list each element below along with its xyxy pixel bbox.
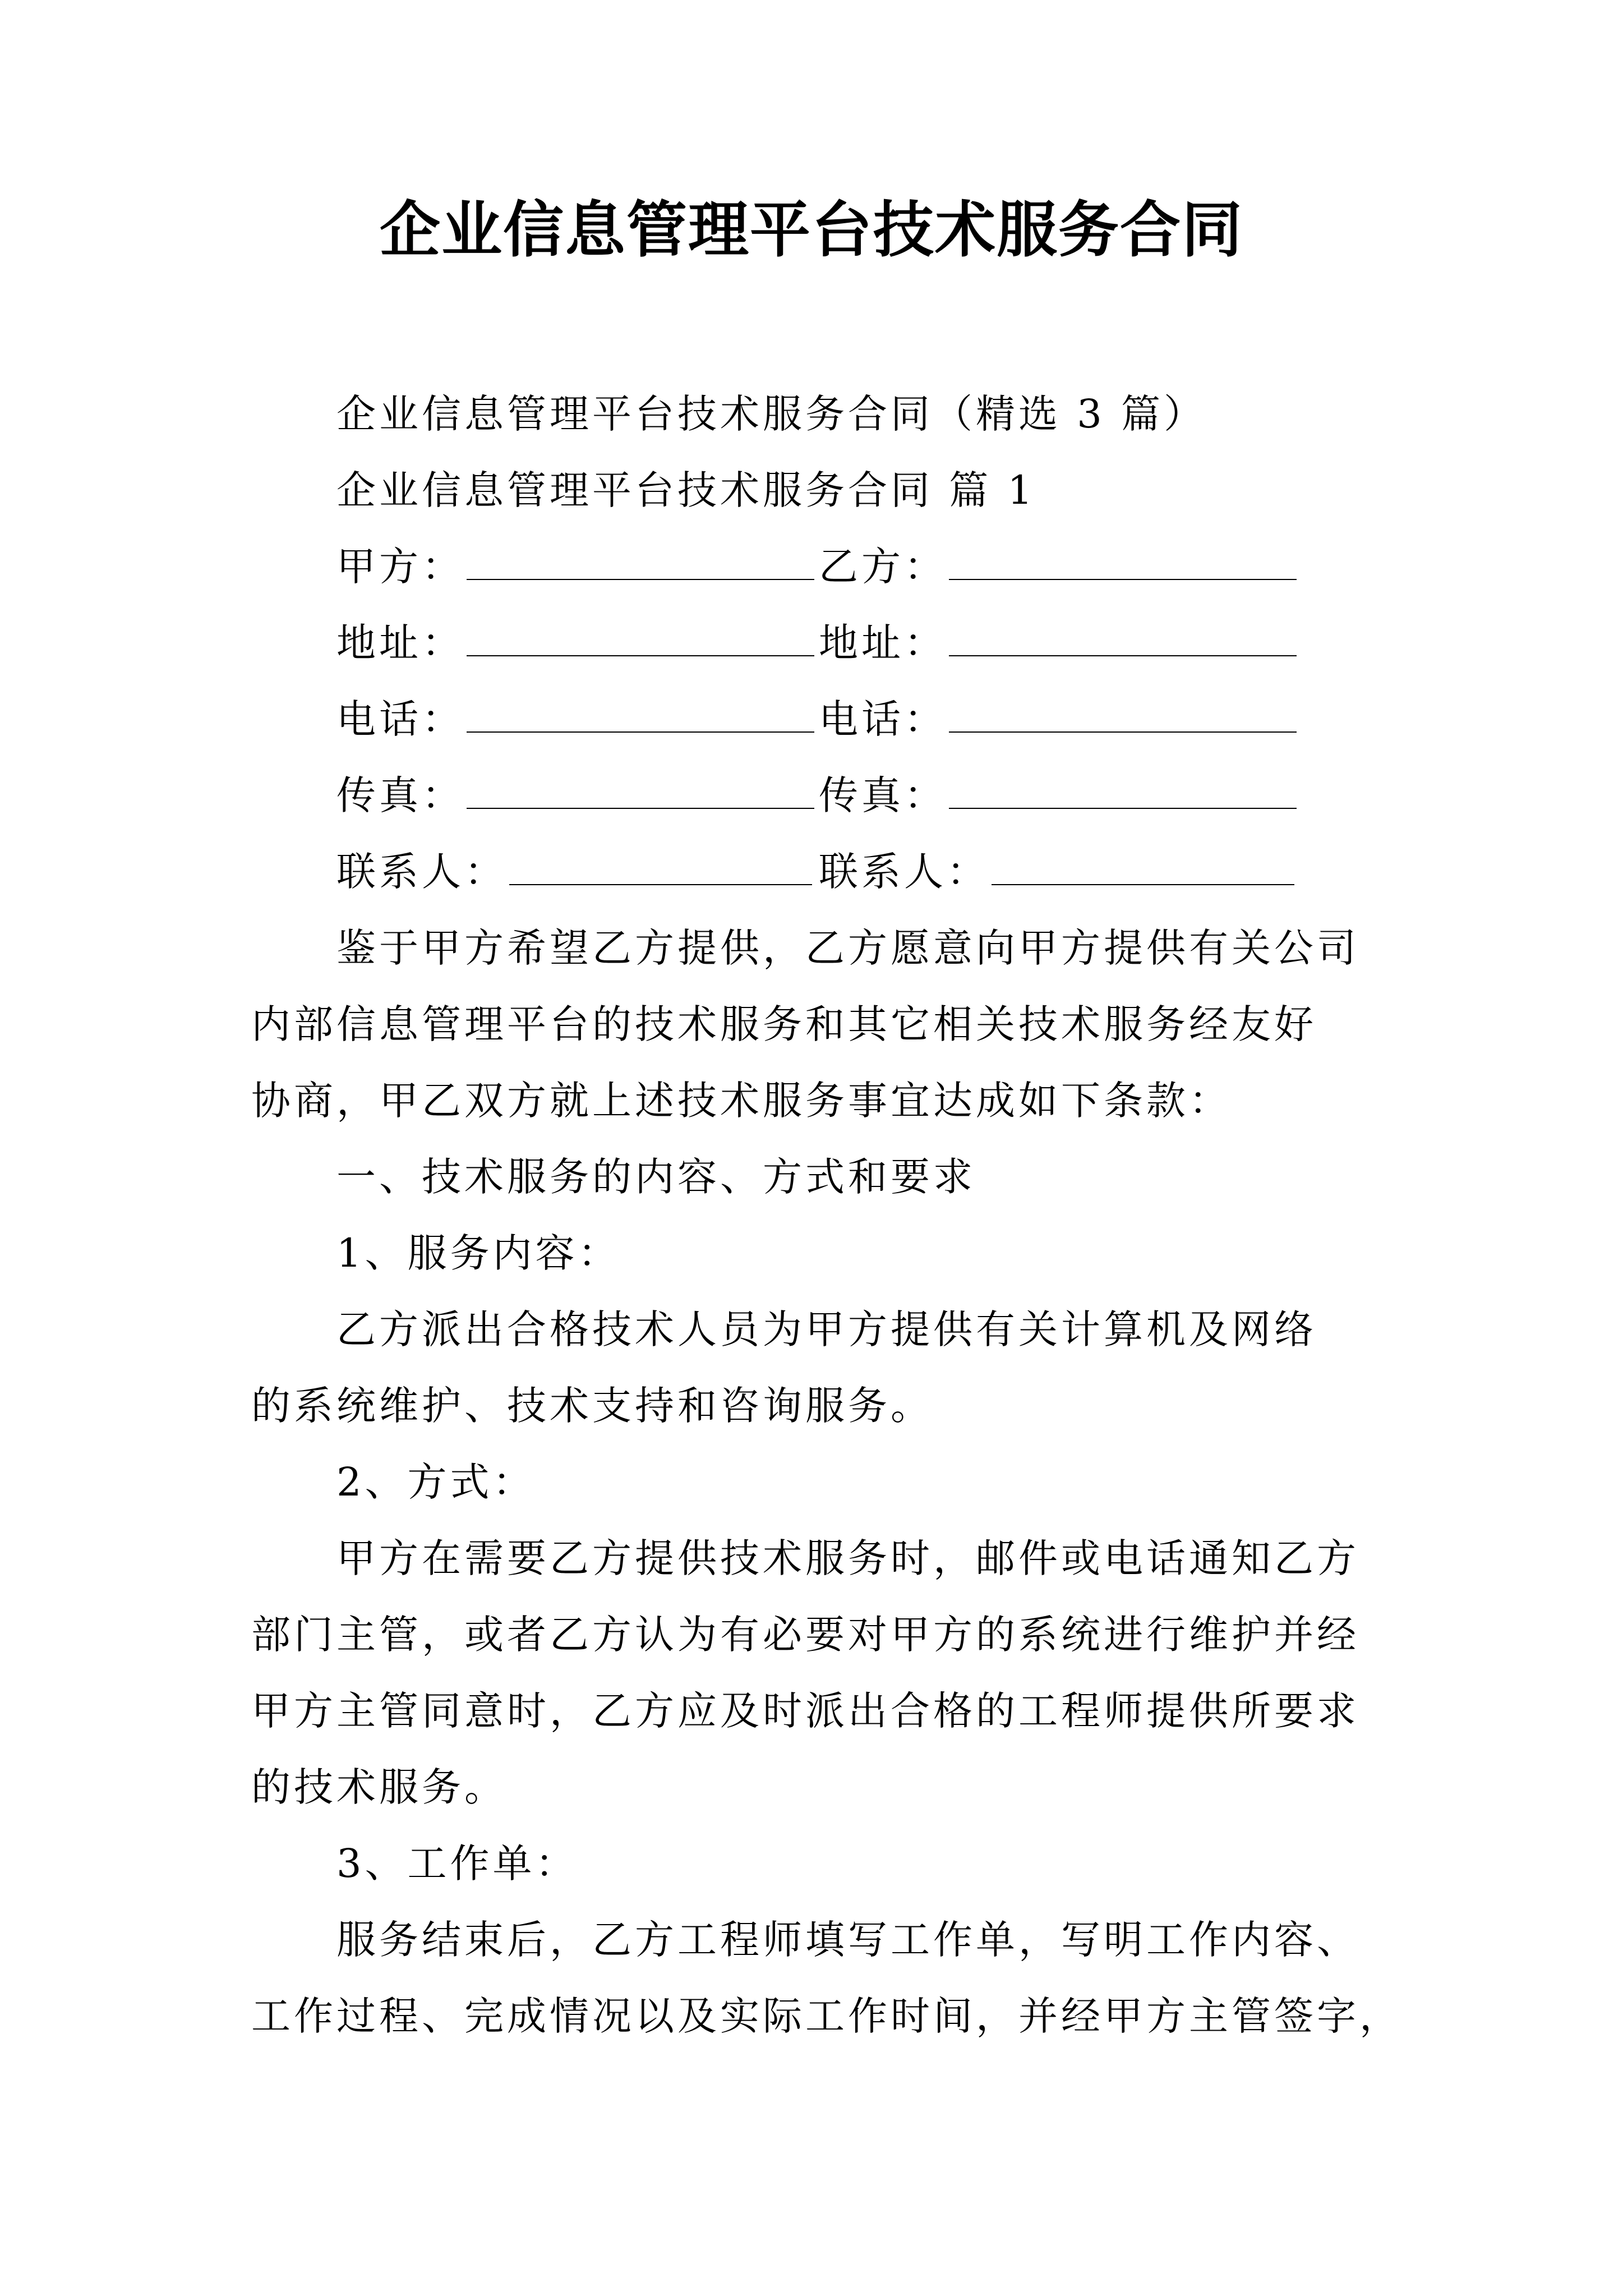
item-2-line-2: 部门主管，或者乙方认为有必要对甲方的系统进行维护并经 xyxy=(251,1612,1359,1658)
address-row xyxy=(336,618,817,668)
item-1-line-1: 乙方派出合格技术人员为甲方提供有关计算机及网络 xyxy=(336,1306,1317,1352)
fax-row xyxy=(336,770,817,821)
contact-row xyxy=(336,846,814,897)
contact-b-label: 联系人： xyxy=(819,849,989,895)
address-b-blank[interactable] xyxy=(949,623,1297,656)
document-title: 企业信息管理平台技术服务合同 xyxy=(379,195,1243,265)
party-a-blank[interactable] xyxy=(467,546,814,580)
preamble-line-2: 内部信息管理平台的技术服务和其它相关技术服务经友好 xyxy=(251,1001,1317,1047)
address-row-right xyxy=(819,618,1299,668)
address-a-label: 地址： xyxy=(336,620,464,666)
item-2-heading: 2、方式： xyxy=(336,1459,536,1505)
document-subtitle: 企业信息管理平台技术服务合同（精选 3 篇） xyxy=(336,391,1207,437)
party-a-label: 甲方： xyxy=(336,544,464,590)
address-b-label: 地址： xyxy=(819,620,947,666)
party-b-label: 乙方： xyxy=(819,544,947,590)
section-heading: 企业信息管理平台技术服务合同 篇 1 xyxy=(336,467,1036,513)
preamble-line-1: 鉴于甲方希望乙方提供，乙方愿意向甲方提供有关公司 xyxy=(336,925,1359,971)
fax-a-label: 传真： xyxy=(336,772,464,818)
clause-1-heading: 一、技术服务的内容、方式和要求 xyxy=(336,1154,976,1200)
phone-a-blank[interactable] xyxy=(467,699,814,733)
contact-b-blank[interactable] xyxy=(992,852,1294,885)
contact-a-blank[interactable] xyxy=(509,852,812,885)
party-row-right xyxy=(819,541,1299,592)
fax-b-label: 传真： xyxy=(819,772,947,818)
preamble-line-3: 协商，甲乙双方就上述技术服务事宜达成如下条款： xyxy=(251,1078,1232,1124)
item-3-line-2: 工作过程、完成情况以及实际工作时间，并经甲方主管签字， xyxy=(251,1993,1402,2039)
fax-a-blank[interactable] xyxy=(467,775,814,809)
phone-row xyxy=(336,694,817,744)
fax-b-blank[interactable] xyxy=(949,775,1297,809)
contact-a-label: 联系人： xyxy=(336,849,507,895)
party-b-blank[interactable] xyxy=(949,546,1297,580)
item-2-line-4: 的技术服务。 xyxy=(251,1764,507,1810)
phone-row-right xyxy=(819,694,1299,744)
party-row xyxy=(336,541,817,592)
item-2-line-3: 甲方主管同意时，乙方应及时派出合格的工程师提供所要求 xyxy=(251,1688,1359,1734)
item-3-line-1: 服务结束后，乙方工程师填写工作单，写明工作内容、 xyxy=(336,1917,1359,1963)
item-2-line-1: 甲方在需要乙方提供技术服务时，邮件或电话通知乙方 xyxy=(336,1535,1359,1581)
phone-a-label: 电话： xyxy=(336,696,464,742)
item-1-heading: 1、服务内容： xyxy=(336,1230,621,1276)
phone-b-blank[interactable] xyxy=(949,699,1297,733)
phone-b-label: 电话： xyxy=(819,696,947,742)
address-a-blank[interactable] xyxy=(467,623,814,656)
item-3-heading: 3、工作单： xyxy=(336,1841,578,1887)
item-1-line-2: 的系统维护、技术支持和咨询服务。 xyxy=(251,1383,933,1429)
fax-row-right xyxy=(819,770,1299,821)
contact-row-right xyxy=(819,846,1297,897)
